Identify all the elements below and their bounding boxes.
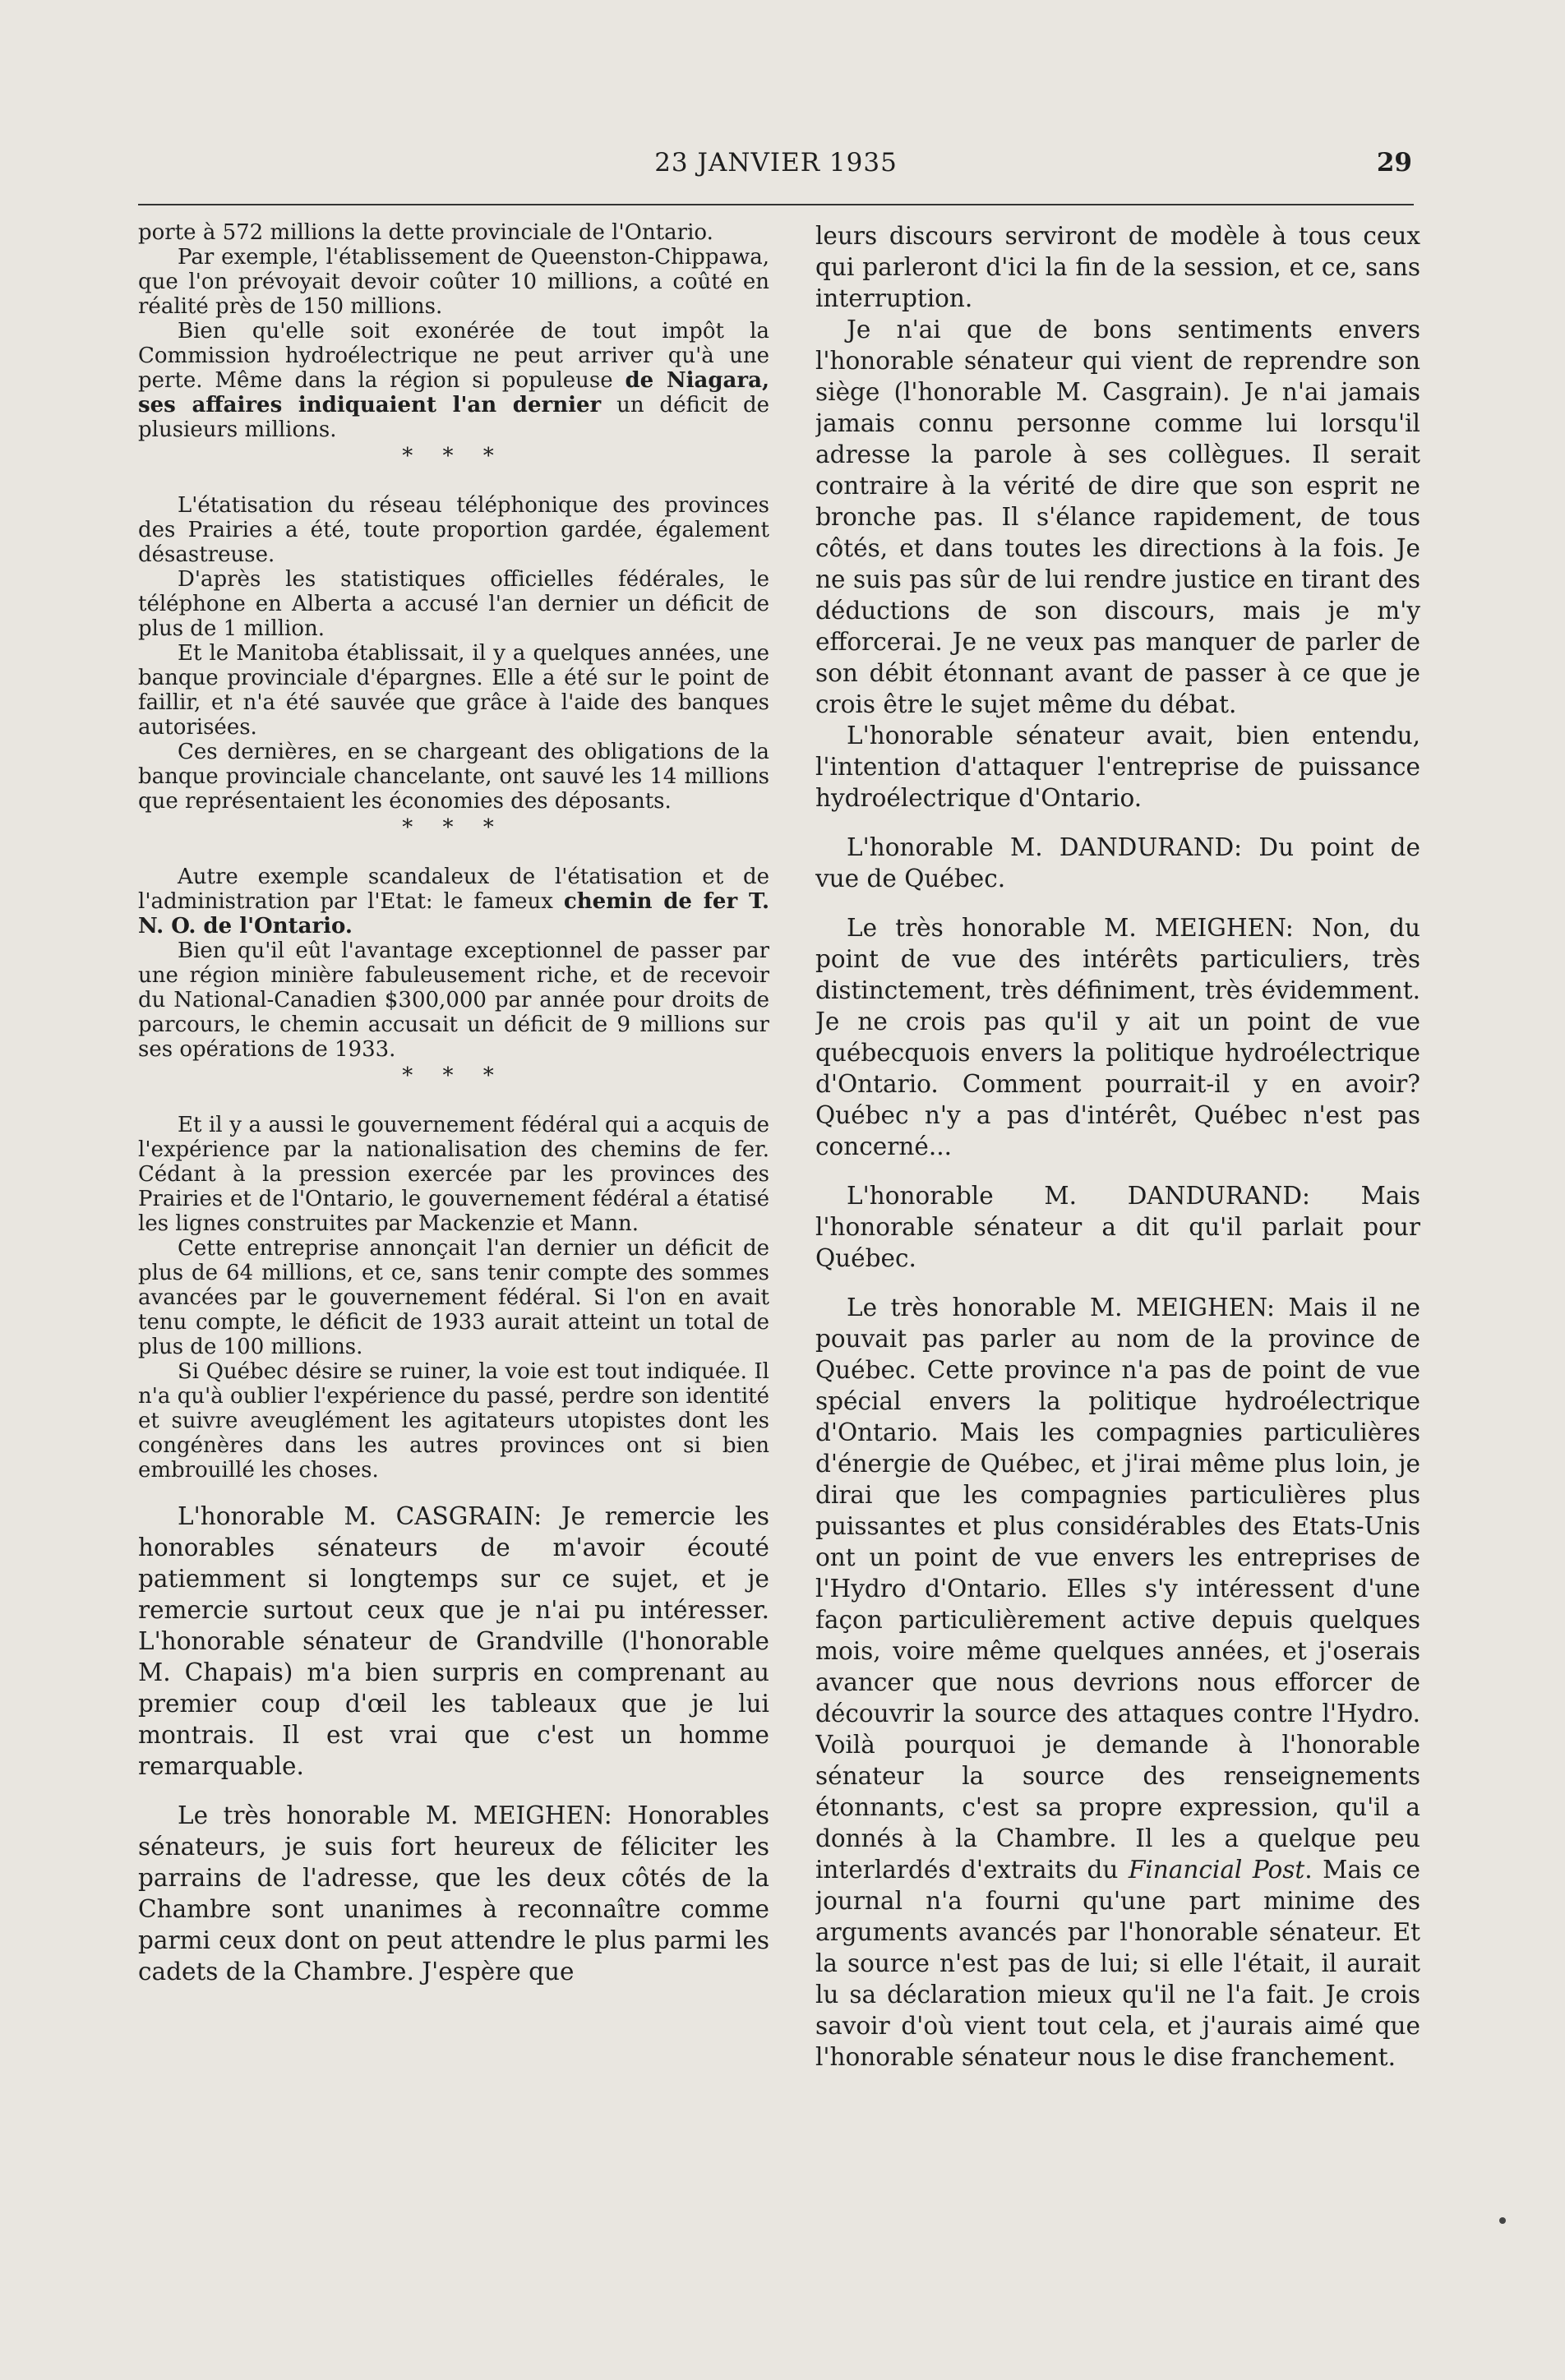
paragraph: Si Québec désire se ruiner, la voie est tout indiquée. Il n'a qu'à oublier l'expérience du passé, perdre son identité et suivre aveuglément les agitateurs utopistes dont les congénères dans les autres provinces ont si bien embrouillé les choses. [138, 1359, 769, 1483]
speech-paragraph: L'honorable M. CASGRAIN: Je remercie les honorables sénateurs de m'avoir écouté patiemment si longtemps sur ce sujet, et je remercie surtout ceux que je n'ai pu intéresser. L'honorable sénateur de Grandville (l'honorable M. Chapais) m'a bien surpris en comprenant au premier coup d'œil les tableaux que je lui montrais. Il est vrai que c'est un homme remarquable. [138, 1502, 769, 1780]
left-column [138, 220, 769, 2176]
paragraph: Bien qu'il eût l'avantage exceptionnel de passer par une région minière fabuleusement riche, et de recevoir du National-Canadien $300,000 par année pour droits de parcours, le chemin accusait un déficit de 9 millions sur ses opérations de 1933. [138, 939, 769, 1062]
page-header [138, 140, 1414, 197]
header-date: 23 JANVIER 1935 [654, 148, 898, 178]
paragraph [138, 319, 769, 442]
bold-text: de Niagara, ses affaires indiquaient l'an dernier [138, 368, 769, 417]
page-number: 29 [1376, 148, 1412, 178]
paragraph: Cette entreprise annonçait l'an dernier un déficit de plus de 64 millions, et ce, sans tenir compte des sommes avancées par le gouvernement fédéral. Si l'on en avait tenu compte, le déficit de 1933 aurait atteint un total de plus de 100 millions. [138, 1236, 769, 1359]
section-separator: * * * [402, 815, 506, 840]
paragraph-text: . Mais ce journal n'a fourni qu'une part minime des arguments avancés par l'honorable sénateur. Et la source n'est pas de lui; si elle l'était, il aurait lu sa déclaration mieux qu'il ne l'a fait. Je crois savoir d'où vient tout cela, et j'aurais aimé que l'honorable sénateur nous le dise franchement. [815, 1856, 1420, 2071]
paragraph: porte à 572 millions la dette provinciale de l'Ontario. [138, 220, 713, 245]
paragraph: Je n'ai que de bons sentiments envers l'honorable sénateur qui vient de reprendre son siège (l'honorable M. Casgrain). Je n'ai jamais jamais connu personne comme lui lorsqu'il adresse la parole à ses collègues. Il serait contraire à la vérité de dire que son esprit ne bronche pas. Il s'élance rapidement, de tous côtés, et dans toutes les directions à la fois. Je ne suis pas sûr de lui rendre justice en tirant des déductions de son discours, mais je m'y efforcerai. Je ne veux pas manquer de parler de son débit étonnant avant de passer à ce que je crois être le sujet même du débat. [815, 316, 1420, 718]
paragraph: L'étatisation du réseau téléphonique des provinces des Prairies a été, toute proportion gardée, également désastreuse. [138, 493, 769, 567]
paragraph: Par exemple, l'établissement de Queenston-Chippawa, que l'on prévoyait devoir coûter 10 millions, a coûté en réalité près de 150 millions. [138, 245, 769, 319]
paragraph: Et le Manitoba établissait, il y a quelques années, une banque provinciale d'épargnes. Elle a été sur le point de faillir, et n'a été sauvée que grâce à l'aide des banques autorisées. [138, 641, 769, 740]
paragraph: L'honorable sénateur avait, bien entendu, l'intention d'attaquer l'entreprise de puissance hydroélectrique d'Ontario. [815, 722, 1420, 812]
paragraph-text: un déficit de plusieurs millions. [138, 393, 769, 442]
paragraph: leurs discours serviront de modèle à tous ceux qui parleront d'ici la fin de la session, et ce, sans interruption. [815, 222, 1420, 312]
ink-speck [1499, 2217, 1506, 2224]
speech-paragraph [815, 1292, 1420, 2073]
bold-text: chemin de fer T. N. O. de l'Ontario. [138, 889, 769, 939]
paragraph-text: Le très honorable M. MEIGHEN: Mais il ne pouvait pas parler au nom de la province de Québec. Cette province n'a pas de point de vue spécial envers la politique hydroélectrique d'Ontario. Mais les compagnies particulières d'énergie de Québec, et j'irai même plus loin, je dirai que les compagnies particulières plus puissantes et plus considérables des Etats-Unis ont un point de vue envers les entreprises de l'Hydro d'Ontario. Elles s'y intéressent d'une façon particulièrement active depuis quelques mois, voire même quelques années, et j'oserais avancer que nous devrions nous efforcer de découvrir la source des attaques contre l'Hydro. Voilà pourquoi je demande à l'honorable sénateur la source des renseignements étonnants, c'est sa propre expression, qu'il a donnés à la Chambre. Il les a quelque peu interlardés d'extraits du [815, 1294, 1420, 1884]
speech-paragraph: Le très honorable M. MEIGHEN: Non, du point de vue des intérêts particuliers, très distinctement, très définiment, très évidemment. Je ne crois pas qu'il y ait un point de vue québecquois envers la politique hydroélectrique d'Ontario. Comment pourrait-il y en avoir? Québec n'y a pas d'intérêt, Québec n'est pas concerné... [815, 914, 1420, 1160]
header-rule [138, 204, 1414, 205]
italic-publication-title: Financial Post [1128, 1856, 1305, 1884]
speech-paragraph: Le très honorable M. MEIGHEN: Honorables sénateurs, je suis fort heureux de féliciter les parrains de l'adresse, que les deux côtés de la Chambre sont unanimes à reconnaître comme parmi ceux dont on peut attendre le plus parmi les cadets de la Chambre. J'espère que [138, 1801, 769, 1986]
section-separator: * * * [402, 1063, 506, 1088]
section-separator: * * * [402, 444, 506, 468]
paragraph: Et il y a aussi le gouvernement fédéral qui a acquis de l'expérience par la nationalisation des chemins de fer. Cédant à la pression exercée par les provinces des Prairies et de l'Ontario, le gouvernement fédéral a étatisé les lignes construites par Mackenzie et Mann. [138, 1113, 769, 1236]
paragraph-text: Bien qu'elle soit exonérée de tout impôt la Commission hydroélectrique ne peut arriver qu'à une perte. Même dans la région si populeuse [138, 319, 769, 393]
paragraph: Ces dernières, en se chargeant des obligations de la banque provinciale chancelante, ont sauvé les 14 millions que représentaient les économies des déposants. [138, 740, 769, 814]
paragraph-text: Autre exemple scandaleux de l'étatisation et de l'administration par l'Etat: le fameux [138, 865, 769, 914]
speech-paragraph: L'honorable M. DANDURAND: Du point de vue de Québec. [815, 833, 1420, 892]
paragraph [138, 865, 769, 939]
speech-paragraph: L'honorable M. DANDURAND: Mais l'honorable sénateur a dit qu'il parlait pour Québec. [815, 1182, 1420, 1272]
right-column [815, 220, 1420, 2176]
paragraph: D'après les statistiques officielles fédérales, le téléphone en Alberta a accusé l'an dernier un déficit de plus de 1 million. [138, 567, 769, 641]
